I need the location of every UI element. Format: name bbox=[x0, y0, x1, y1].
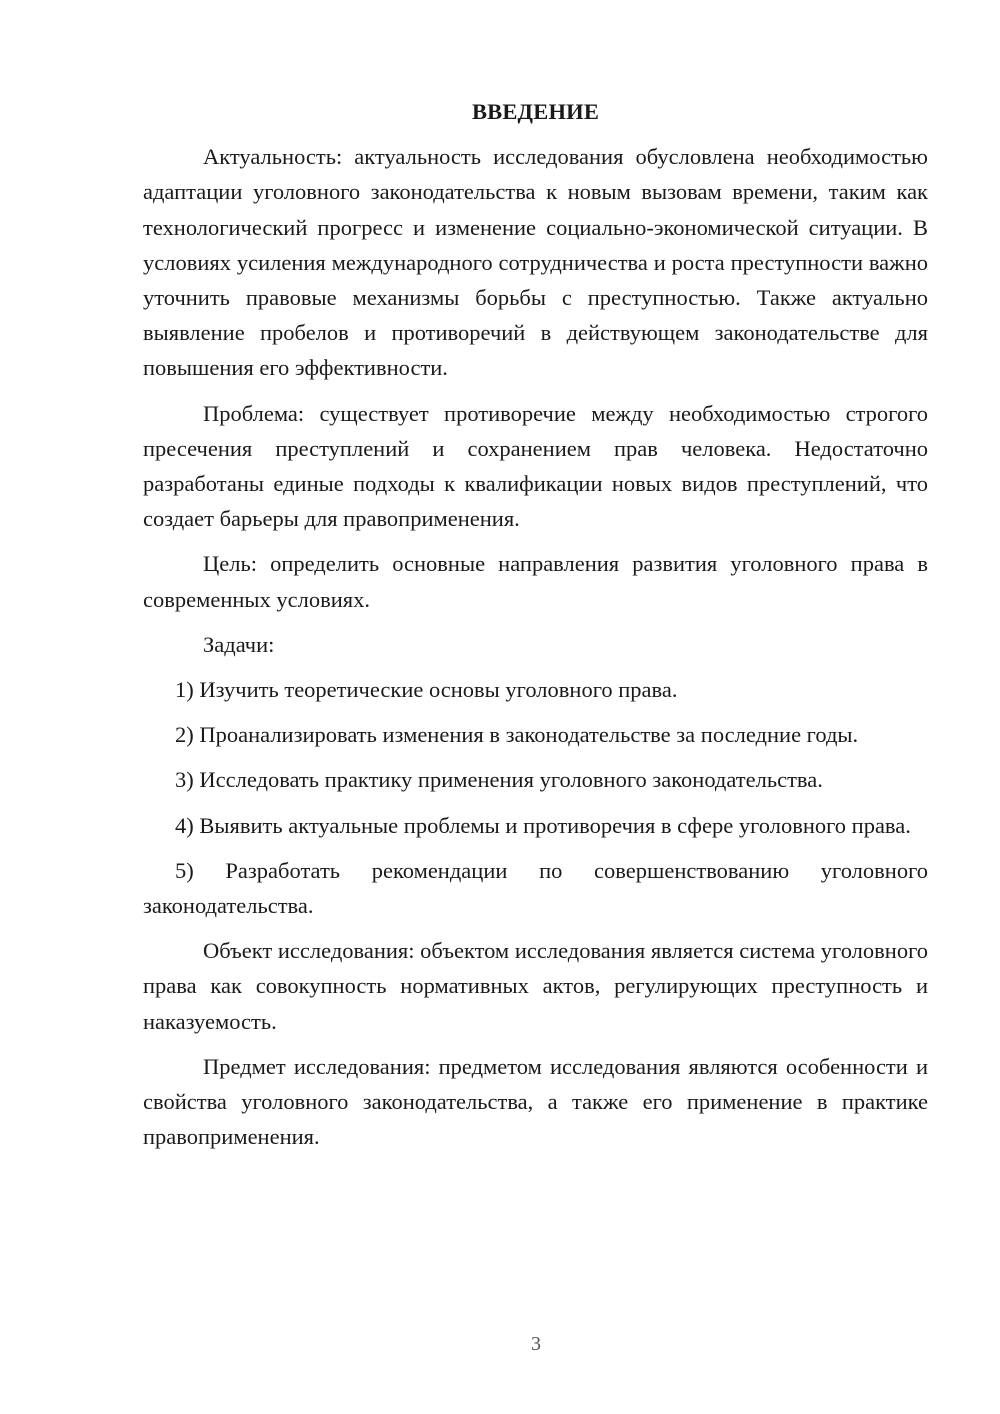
task-item-2: 2) Проанализировать изменения в законодательстве за последние годы. bbox=[175, 722, 859, 748]
object-paragraph: Объект исследования: объектом исследования является система уголовного права как совокупность нормативных актов, регулирующих преступность и наказуемость. bbox=[143, 938, 928, 1034]
task-item-4: 4) Выявить актуальные проблемы и противоречия в сфере уголовного права. bbox=[175, 812, 911, 838]
subject-paragraph: Предмет исследования: предметом исследования являются особенности и свойства уголовного законодательства, а также его применение в практике правоприменения. bbox=[143, 1053, 928, 1150]
page-content bbox=[143, 94, 928, 1164]
task-item-1: 1) Изучить теоретические основы уголовного права. bbox=[175, 677, 678, 703]
problem-paragraph: Проблема: существует противоречие между необходимостью строгого пресечения преступлений и сохранением прав человека. Недостаточно разработаны единые подходы к квалификации новых видов преступлений, что создает барьеры для правоприменения. bbox=[143, 400, 928, 532]
relevance-paragraph: Актуальность: актуальность исследования обусловлена необходимостью адаптации уголовного законодательства к новым вызовам времени, таким как технологический прогресс и изменение социально-экономической ситуации. В условиях усиления международного сотрудничества и роста преступности важно уточнить правовые механизмы борьбы с преступностью. Также актуально выявление пробелов и противоречий в действующем законодательстве для повышения его эффективности. bbox=[143, 144, 928, 381]
task-item-5: 5) Разработать рекомендации по совершенствованию уголовного законодательства. bbox=[143, 857, 928, 919]
tasks-label: Задачи: bbox=[203, 631, 275, 657]
task-item-3: 3) Исследовать практику применения уголовного законодательства. bbox=[175, 767, 823, 793]
page-number: 3 bbox=[531, 1333, 541, 1355]
section-heading: ВВЕДЕНИЕ bbox=[471, 99, 600, 124]
goal-paragraph: Цель: определить основные направления развития уголовного права в современных условиях. bbox=[143, 551, 928, 612]
